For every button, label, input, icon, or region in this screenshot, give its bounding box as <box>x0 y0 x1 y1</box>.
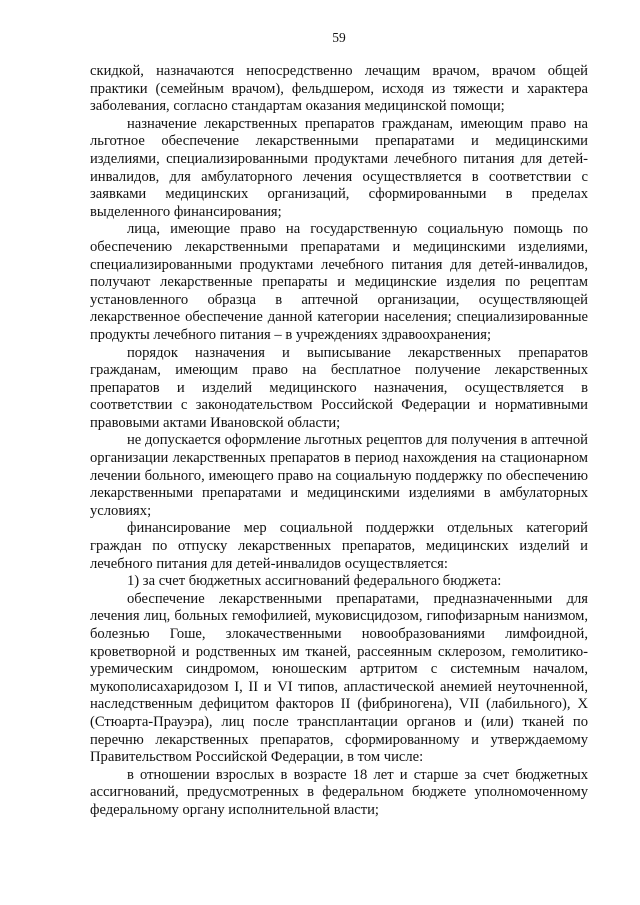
paragraph-prescribing-procedure: порядок назначения и выписывание лекарственных препаратов гражданам, имеющим право на бесплатное получение лекарственных препаратов и изделий медицинского назначения, осуществляется в соответствии с законодательством Российской Федерации и нормативными правовыми актами Ивановской области; <box>90 344 588 431</box>
paragraph-drug-provision: обеспечение лекарственными препаратами, предназначенными для лечения лиц, больных гемофилией, муковисцидозом, гипофизарным нанизмом, болезнью Гоше, злокачественными новообразованиями лимфоидной, кроветворной и родственных им тканей, рассеянным склерозом, гемолитико-уремическим синдромом, юношеским артритом с системным началом, мукополисахаридозом I, II и VI типов, апластической анемией неуточненной, наследственным дефицитом факторов II (фибриногена), VII (лабильного), X (Стюарта-Прауэра), лиц после трансплантации органов и (или) тканей по перечню лекарственных препаратов, сформированному и утверждаемому Правительством Российской Федерации, в том числе: <box>90 590 588 766</box>
paragraph-eligible-persons: лица, имеющие право на государственную социальную помощь по обеспечению лекарственными препаратами и медицинскими изделиями, специализированными продуктами лечебного питания для детей-инвалидов, получают лекарственные препараты и медицинские изделия по рецептам установленного образца в аптечной организации, осуществляющей лекарственное обеспечение данной категории населения; специализированные продукты лечебного питания – в учреждениях здравоохранения; <box>90 221 588 343</box>
paragraph-inpatient-restriction: не допускается оформление льготных рецептов для получения в аптечной организации лекарственных препаратов в период нахождения на стационарном лечении больного, имеющего право на социальную поддержку по обеспечению лекарственными препаратами и медицинскими изделиями в амбулаторных условиях; <box>90 432 588 519</box>
paragraph-federal-budget: 1) за счет бюджетных ассигнований федерального бюджета: <box>127 573 502 590</box>
paragraph-adults: в отношении взрослых в возрасте 18 лет и старше за счет бюджетных ассигнований, предусмотренных в федеральном бюджете уполномоченному федеральному органу исполнительной власти; <box>90 766 588 818</box>
document-body <box>90 63 588 820</box>
page-number: 59 <box>332 30 346 45</box>
paragraph-prescription-assignment: назначение лекарственных препаратов гражданам, имеющим право на льготное обеспечение лекарственными препаратами и медицинскими изделиями, специализированными продуктами лечебного питания для детей-инвалидов, для амбулаторного лечения осуществляется в соответствии с заявками медицинских организаций, сформированными в пределах выделенного финансирования; <box>90 115 588 220</box>
paragraph-continuation: скидкой, назначаются непосредственно лечащим врачом, врачом общей практики (семейным врачом), фельдшером, исходя из тяжести и характера заболевания, согласно стандартам оказания медицинской помощи; <box>90 63 588 115</box>
paragraph-financing: финансирование мер социальной поддержки отдельных категорий граждан по отпуску лекарственных препаратов, медицинских изделий и лечебного питания для детей-инвалидов осуществляется: <box>90 520 588 572</box>
